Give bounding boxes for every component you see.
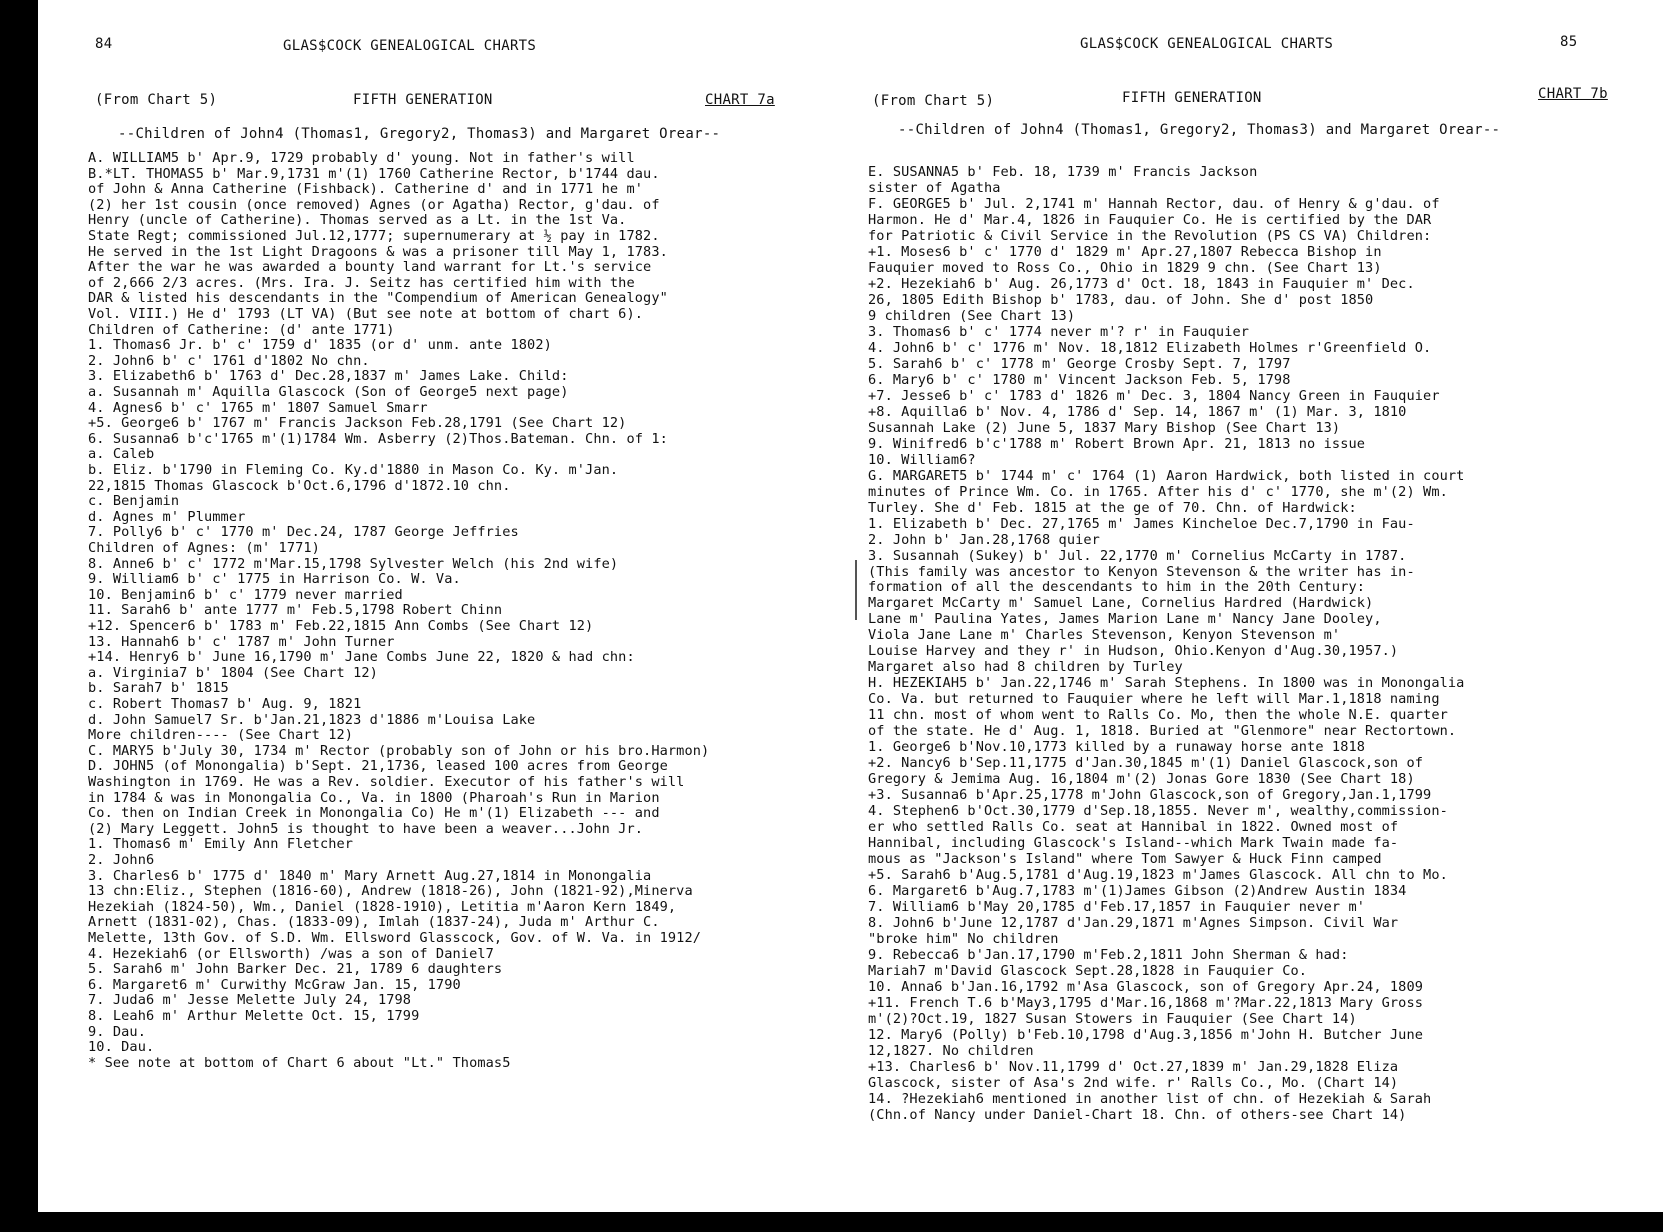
entry-line: 11. Sarah6 b' ante 1777 m' Feb.5,1798 Robert Chinn bbox=[88, 602, 503, 619]
entry-line: 6. Margaret6 b'Aug.7,1783 m'(1)James Gibson (2)Andrew Austin 1834 bbox=[868, 883, 1407, 900]
entry-line: (2) Mary Leggett. John5 is thought to have been a weaver...John Jr. bbox=[88, 820, 644, 837]
entry-line: 4. Agnes6 b' c' 1765 m' 1807 Samuel Smarr bbox=[88, 399, 428, 416]
entry-line: 2. John6 b' c' 1761 d'1802 No chn. bbox=[88, 352, 370, 369]
entry-line: of 2,666 2/3 acres. (Mrs. Ira. J. Seitz has certified him with the bbox=[88, 274, 635, 291]
entry-line: Glascock, sister of Asa's 2nd wife. r' Ralls Co., Mo. (Chart 14) bbox=[868, 1074, 1399, 1091]
entry-line: 26, 1805 Edith Bishop b' 1783, dau. of John. She d' post 1850 bbox=[868, 291, 1374, 308]
entry-line: 4. Stephen6 b'Oct.30,1779 d'Sep.18,1855. Never m', wealthy,commission- bbox=[868, 803, 1448, 820]
entry-line: b. Sarah7 b' 1815 bbox=[88, 680, 229, 697]
entry-line: C. MARY5 b'July 30, 1734 m' Rector (probably son of John or his bro.Harmon) bbox=[88, 742, 710, 759]
entry-line: 4. Hezekiah6 (or Ellsworth) /was a son of Daniel7 bbox=[88, 945, 494, 962]
entry-line: 3. Susannah (Sukey) b' Jul. 22,1770 m' Cornelius McCarty in 1787. bbox=[868, 547, 1407, 564]
entry-line: Arnett (1831-02), Chas. (1833-09), Imlah (1837-24), Juda m' Arthur C. bbox=[88, 914, 660, 931]
entry-line: Viola Jane Lane m' Charles Stevenson, Kenyon Stevenson m' bbox=[868, 627, 1341, 644]
entry-line: +2. Hezekiah6 b' Aug. 26,1773 d' Oct. 18, 1843 in Fauquier m' Dec. bbox=[868, 275, 1415, 292]
entry-line: F. GEORGE5 b' Jul. 2,1741 m' Hannah Rector, dau. of Henry & g'dau. of bbox=[868, 195, 1440, 212]
generation-title: FIFTH GENERATION bbox=[1122, 90, 1262, 106]
entry-line: er who settled Ralls Co. seat at Hannibal in 1822. Owned most of bbox=[868, 819, 1399, 836]
entry-line: a. Caleb bbox=[88, 446, 155, 463]
running-title: GLAS$COCK GENEALOGICAL CHARTS bbox=[1080, 36, 1334, 52]
entry-line: (Chn.of Nancy under Daniel-Chart 18. Chn. of others-see Chart 14) bbox=[868, 1106, 1407, 1123]
entry-line: Lane m' Paulina Yates, James Marion Lane m' Nancy Jane Dooley, bbox=[868, 611, 1382, 628]
entry-line: Margaret McCarty m' Samuel Lane, Cornelius Hardred (Hardwick) bbox=[868, 595, 1374, 612]
page-number: 84 bbox=[95, 36, 113, 52]
entry-line: 6. Susanna6 b'c'1765 m'(1)1784 Wm. Asberry (2)Thos.Bateman. Chn. of 1: bbox=[88, 430, 668, 447]
entry-line: formation of all the descendants to him in the 20th Century: bbox=[868, 579, 1366, 596]
entry-line: 11 chn. most of whom went to Ralls Co. Mo, then the whole N.E. quarter bbox=[868, 707, 1448, 724]
entry-line: Turley. She d' Feb. 1815 at the ge of 70. Chn. of Hardwick: bbox=[868, 499, 1357, 516]
entry-line: After the war he was awarded a bounty land warrant for Lt.'s service bbox=[88, 259, 652, 276]
entry-line: Children of Agnes: (m' 1771) bbox=[88, 540, 320, 556]
left-page bbox=[40, 0, 840, 1210]
entry-line: 7. William6 b'May 20,1785 d'Feb.17,1857 in Fauquier never m' bbox=[868, 899, 1366, 916]
entry-line: He served in the 1st Light Dragoons & was a prisoner till May 1, 1783. bbox=[88, 243, 668, 260]
entry-line: 10. Anna6 b'Jan.16,1792 m'Asa Glascock, son of Gregory Apr.24, 1809 bbox=[868, 978, 1424, 995]
entry-line: G. MARGARET5 b' 1744 m' c' 1764 (1) Aaron Hardwick, both listed in court bbox=[868, 467, 1465, 484]
entry-line: Gregory & Jemima Aug. 16,1804 m'(2) Jonas Gore 1830 (See Chart 18) bbox=[868, 771, 1415, 788]
entry-line: +5. Sarah6 b'Aug.5,1781 d'Aug.19,1823 m'James Glascock. All chn to Mo. bbox=[868, 867, 1448, 884]
entry-line: 13 chn:Eliz., Stephen (1816-60), Andrew (1818-26), John (1821-92),Minerva bbox=[88, 883, 693, 900]
entry-line: d. Agnes m' Plummer bbox=[88, 508, 246, 525]
entry-line: 12,1827. No children bbox=[868, 1042, 1034, 1059]
entry-line: 7. Polly6 b' c' 1770 m' Dec.24, 1787 George Jeffries bbox=[88, 524, 519, 541]
entry-line: 8. Leah6 m' Arthur Melette Oct. 15, 1799 bbox=[88, 1008, 420, 1024]
entry-line: 3. Charles6 b' 1775 d' 1840 m' Mary Arnett Aug.27,1814 in Monongalia bbox=[88, 867, 652, 884]
entry-line: minutes of Prince Wm. Co. in 1765. After his d' c' 1770, she m'(2) Wm. bbox=[868, 483, 1448, 500]
entry-line: 2. John b' Jan.28,1768 quier bbox=[868, 531, 1100, 548]
entry-line: c. Benjamin bbox=[88, 493, 180, 510]
entry-line: +2. Nancy6 b'Sep.11,1775 d'Jan.30,1845 m'(1) Daniel Glascock,son of bbox=[868, 755, 1424, 772]
from-chart: (From Chart 5) bbox=[95, 92, 218, 108]
entry-line: More children---- (See Chart 12) bbox=[88, 727, 354, 744]
entry-line: +8. Aquilla6 b' Nov. 4, 1786 d' Sep. 14, 1867 m' (1) Mar. 3, 1810 bbox=[868, 403, 1407, 420]
entry-line: Harmon. He d' Mar.4, 1826 in Fauquier Co. He is certified by the DAR bbox=[868, 211, 1432, 228]
entry-line: +1. Moses6 b' c' 1770 d' 1829 m' Apr.27,1807 Rebecca Bishop in bbox=[868, 243, 1382, 260]
entry-line: 1. George6 b'Nov.10,1773 killed by a runaway horse ante 1818 bbox=[868, 739, 1366, 756]
entry-line: 9. Winifred6 b'c'1788 m' Robert Brown Apr. 21, 1813 no issue bbox=[868, 435, 1366, 452]
entry-line: D. JOHN5 (of Monongalia) b'Sept. 21,1736, leased 100 acres from George bbox=[88, 758, 668, 775]
entry-line: d. John Samuel7 Sr. b'Jan.21,1823 d'1886 m'Louisa Lake bbox=[88, 711, 536, 728]
running-title: GLAS$COCK GENEALOGICAL CHARTS bbox=[283, 38, 537, 54]
entry-line: DAR & listed his descendants in the "Compendium of American Genealogy" bbox=[88, 290, 668, 307]
entry-line: E. SUSANNA5 b' Feb. 18, 1739 m' Francis Jackson bbox=[868, 164, 1258, 180]
chart-label: CHART 7a bbox=[705, 92, 775, 108]
entry-line: a. Susannah m' Aquilla Glascock (Son of George5 next page) bbox=[88, 384, 569, 400]
entry-line: Melette, 13th Gov. of S.D. Wm. Ellsword Glasscock, Gov. of W. Va. in 1912/ bbox=[88, 930, 702, 946]
entry-line: 9. William6 b' c' 1775 in Harrison Co. W. Va. bbox=[88, 571, 461, 588]
entry-line: +7. Jesse6 b' c' 1783 d' 1826 m' Dec. 3, 1804 Nancy Green in Fauquier bbox=[868, 387, 1440, 404]
entry-line: 9. Rebecca6 b'Jan.17,1790 m'Feb.2,1811 John Sherman & had: bbox=[868, 947, 1349, 964]
entry-line: +11. French T.6 b'May3,1795 d'Mar.16,1868 m'?Mar.22,1813 Mary Gross bbox=[868, 994, 1424, 1011]
entry-line: H. HEZEKIAH5 b' Jan.22,1746 m' Sarah Stephens. In 1800 was in Monongalia bbox=[868, 675, 1465, 692]
scan-edge-left bbox=[0, 0, 38, 1232]
entry-line: 2. John6 bbox=[88, 852, 155, 868]
entry-line: 8. Anne6 b' c' 1772 m'Mar.15,1798 Sylvester Welch (his 2nd wife) bbox=[88, 555, 619, 572]
page-number: 85 bbox=[1560, 34, 1578, 50]
entry-line: of the state. He d' Aug. 1, 1818. Buried at "Glenmore" near Rectortown. bbox=[868, 723, 1457, 740]
entry-line: 1. Thomas6 Jr. b' c' 1759 d' 1835 (or d' unm. ante 1802) bbox=[88, 337, 552, 354]
entry-line: Hezekiah (1824-50), Wm., Daniel (1828-1910), Letitia m'Aaron Kern 1849, bbox=[88, 898, 677, 915]
gutter-mark bbox=[855, 560, 857, 620]
entry-line: c. Robert Thomas7 b' Aug. 9, 1821 bbox=[88, 696, 362, 712]
entry-line: Louise Harvey and they r' in Hudson, Ohio.Kenyon d'Aug.30,1957.) bbox=[868, 643, 1399, 660]
entry-line: +3. Susanna6 b'Apr.25,1778 m'John Glascock,son of Gregory,Jan.1,1799 bbox=[868, 787, 1432, 804]
entry-line: (2) her 1st cousin (once removed) Agnes (or Agatha) Rector, g'dau. of bbox=[88, 196, 660, 213]
entry-line: 6. Margaret6 m' Curwithy McGraw Jan. 15, 1790 bbox=[88, 976, 461, 993]
entry-line: sister of Agatha bbox=[868, 179, 1001, 196]
entry-line: Fauquier moved to Ross Co., Ohio in 1829 9 chn. (See Chart 13) bbox=[868, 259, 1382, 276]
entry-line: Vol. VIII.) He d' 1793 (LT VA) (But see note at bottom of chart 6). bbox=[88, 306, 644, 322]
entry-line: of John & Anna Catherine (Fishback). Catherine d' and in 1771 he m' bbox=[88, 181, 644, 198]
entry-line: 9. Dau. bbox=[88, 1023, 146, 1040]
entry-line: 5. Sarah6 b' c' 1778 m' George Crosby Sept. 7, 1797 bbox=[868, 355, 1291, 372]
entry-line: +14. Henry6 b' June 16,1790 m' Jane Combs June 22, 1820 & had chn: bbox=[88, 649, 635, 666]
entry-line: 1. Elizabeth b' Dec. 27,1765 m' James Kincheloe Dec.7,1790 in Fau- bbox=[868, 515, 1415, 532]
entry-line: in 1784 & was in Monongalia Co., Va. in 1800 (Pharoah's Run in Marion bbox=[88, 789, 660, 806]
entry-line: for Patriotic & Civil Service in the Revolution (PS CS VA) Children: bbox=[868, 227, 1432, 244]
entry-line: Hannibal, including Glascock's Island--which Mark Twain made fa- bbox=[868, 835, 1399, 852]
entry-line: 5. Sarah6 m' John Barker Dec. 21, 1789 6 daughters bbox=[88, 961, 503, 978]
entry-line: mous as "Jackson's Island" where Tom Sawyer & Huck Finn camped bbox=[868, 851, 1382, 868]
entry-line: Margaret also had 8 children by Turley bbox=[868, 659, 1183, 676]
entry-line: a. Virginia7 b' 1804 (See Chart 12) bbox=[88, 664, 378, 681]
from-chart: (From Chart 5) bbox=[872, 93, 995, 109]
entry-line: 12. Mary6 (Polly) b'Feb.10,1798 d'Aug.3,1856 m'John H. Butcher June bbox=[868, 1026, 1424, 1043]
chart-subtitle: --Children of John4 (Thomas1, Gregory2, Thomas3) and Margaret Orear-- bbox=[118, 126, 721, 142]
entry-line: State Regt; commissioned Jul.12,1777; supernumerary at ½ pay in 1782. bbox=[88, 228, 660, 244]
entry-line: 22,1815 Thomas Glascock b'Oct.6,1796 d'1872.10 chn. bbox=[88, 477, 511, 494]
entry-line: +13. Charles6 b' Nov.11,1799 d' Oct.27,1839 m' Jan.29,1828 Eliza bbox=[868, 1058, 1399, 1075]
entry-line: 8. John6 b'June 12,1787 d'Jan.29,1871 m'Agnes Simpson. Civil War bbox=[868, 915, 1399, 932]
entry-line: Susannah Lake (2) June 5, 1837 Mary Bishop (See Chart 13) bbox=[868, 419, 1341, 436]
entry-line: 13. Hannah6 b' c' 1787 m' John Turner bbox=[88, 633, 395, 650]
entry-line: 10. Dau. bbox=[88, 1039, 155, 1056]
right-page bbox=[860, 0, 1650, 1210]
scan-edge-bottom bbox=[0, 1212, 1663, 1232]
entry-line: "broke him" No children bbox=[868, 931, 1059, 948]
entry-line: 10. William6? bbox=[868, 451, 976, 468]
entry-line: A. WILLIAM5 b' Apr.9, 1729 probably d' young. Not in father's will bbox=[88, 150, 635, 166]
entry-line: Co. Va. but returned to Fauquier where he left will Mar.1,1818 naming bbox=[868, 691, 1440, 708]
entry-line: +12. Spencer6 b' 1783 m' Feb.22,1815 Ann Combs (See Chart 12) bbox=[88, 618, 594, 634]
chart-subtitle: --Children of John4 (Thomas1, Gregory2, Thomas3) and Margaret Orear-- bbox=[898, 122, 1501, 138]
entry-line: Henry (uncle of Catherine). Thomas served as a Lt. in the 1st Va. bbox=[88, 212, 627, 229]
entry-line: (This family was ancestor to Kenyon Stevenson & the writer has in- bbox=[868, 563, 1415, 580]
entry-line: B.*LT. THOMAS5 b' Mar.9,1731 m'(1) 1760 Catherine Rector, b'1744 dau. bbox=[88, 165, 660, 182]
entry-line: Mariah7 m'David Glascock Sept.28,1828 in Fauquier Co. bbox=[868, 963, 1308, 979]
entry-line: 1. Thomas6 m' Emily Ann Fletcher bbox=[88, 836, 354, 853]
entry-line: 3. Thomas6 b' c' 1774 never m'? r' in Fauquier bbox=[868, 323, 1250, 340]
entry-line: 10. Benjamin6 b' c' 1779 never married bbox=[88, 586, 403, 603]
entry-line: b. Eliz. b'1790 in Fleming Co. Ky.d'1880 in Mason Co. Ky. m'Jan. bbox=[88, 462, 619, 478]
entry-line: m'(2)?Oct.19, 1827 Susan Stowers in Fauquier (See Chart 14) bbox=[868, 1010, 1357, 1027]
entry-line: 3. Elizabeth6 b' 1763 d' Dec.28,1837 m' James Lake. Child: bbox=[88, 368, 569, 385]
entry-line: Children of Catherine: (d' ante 1771) bbox=[88, 321, 395, 338]
entry-line: 7. Juda6 m' Jesse Melette July 24, 1798 bbox=[88, 992, 412, 1009]
entry-line: 14. ?Hezekiah6 mentioned in another list of chn. of Hezekiah & Sarah bbox=[868, 1090, 1432, 1107]
entry-line: 4. John6 b' c' 1776 m' Nov. 18,1812 Elizabeth Holmes r'Greenfield O. bbox=[868, 339, 1432, 356]
chart-label: CHART 7b bbox=[1538, 86, 1608, 102]
entry-line: +5. George6 b' 1767 m' Francis Jackson Feb.28,1791 (See Chart 12) bbox=[88, 415, 627, 432]
entry-line: Co. then on Indian Creek in Monongalia Co) He m'(1) Elizabeth --- and bbox=[88, 805, 660, 822]
entry-line: Washington in 1769. He was a Rev. soldier. Executor of his father's will bbox=[88, 774, 685, 790]
entry-line: 9 children (See Chart 13) bbox=[868, 307, 1076, 324]
entry-line: 6. Mary6 b' c' 1780 m' Vincent Jackson Feb. 5, 1798 bbox=[868, 371, 1291, 388]
generation-title: FIFTH GENERATION bbox=[353, 92, 493, 108]
entry-line: * See note at bottom of Chart 6 about "Lt." Thomas5 bbox=[88, 1054, 511, 1071]
